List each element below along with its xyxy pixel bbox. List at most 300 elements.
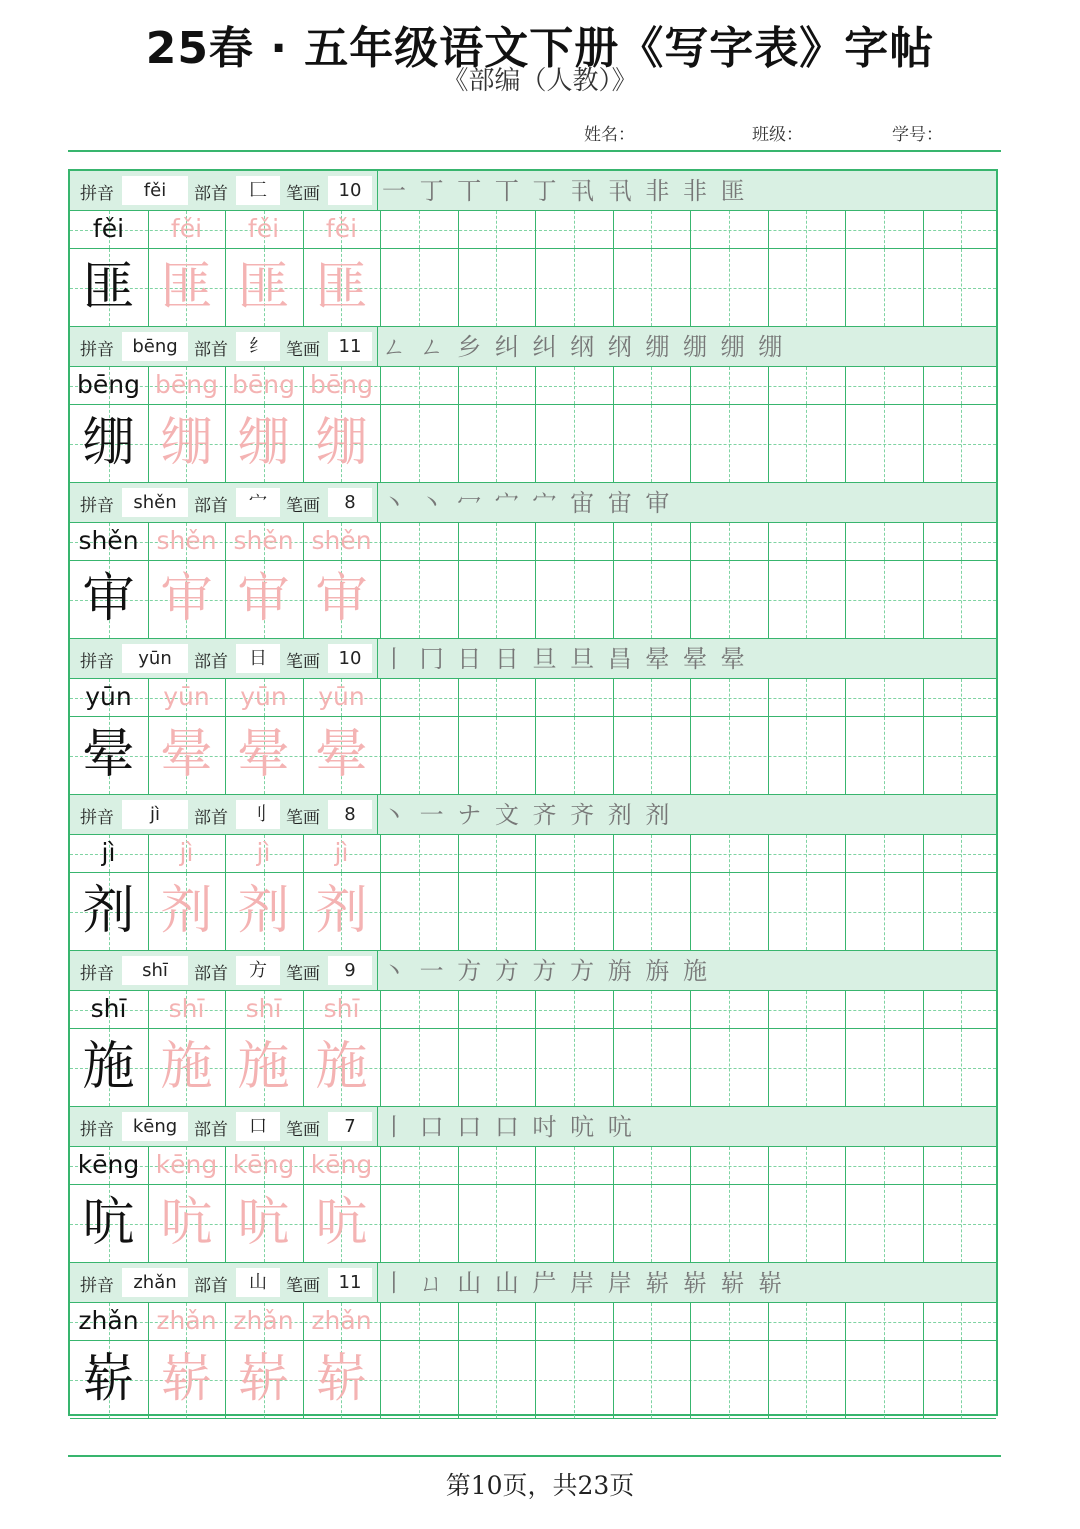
guide-line bbox=[884, 717, 885, 794]
guide-line bbox=[884, 211, 885, 248]
guide-line bbox=[419, 405, 420, 482]
page-footer: 第10页，共23页 bbox=[445, 1471, 635, 1500]
guide-line bbox=[884, 835, 885, 872]
character-trace: 崭 bbox=[315, 1349, 368, 1409]
guide-line bbox=[806, 1341, 807, 1418]
cell-border bbox=[690, 679, 691, 716]
pinyin-trace: yūn bbox=[240, 682, 287, 711]
character-info bbox=[70, 639, 378, 678]
name-label: 姓名： bbox=[584, 125, 635, 145]
pinyin-trace: zhǎn bbox=[156, 1306, 217, 1335]
guide-line bbox=[496, 211, 497, 248]
cell-border bbox=[923, 1341, 924, 1418]
cell-border bbox=[768, 1303, 769, 1340]
character-info bbox=[70, 171, 378, 210]
guide-line bbox=[961, 717, 962, 794]
cell-border bbox=[535, 835, 536, 872]
guide-line bbox=[806, 1147, 807, 1184]
guide-line bbox=[651, 873, 652, 950]
cell-border bbox=[458, 1303, 459, 1340]
cell-border bbox=[535, 561, 536, 638]
guide-line bbox=[961, 873, 962, 950]
guide-line bbox=[496, 873, 497, 950]
radical-label: 部首 bbox=[194, 1276, 228, 1296]
pinyin-trace: bēng bbox=[232, 370, 295, 399]
character-trace: 晕 bbox=[237, 725, 290, 785]
character-row bbox=[70, 1029, 996, 1107]
character-model: 吭 bbox=[82, 1193, 135, 1253]
cell-border bbox=[613, 991, 614, 1028]
cell-border bbox=[535, 405, 536, 482]
guide-line bbox=[961, 679, 962, 716]
guide-line bbox=[961, 835, 962, 872]
character-row bbox=[70, 873, 996, 951]
stroke-count-value: 9 bbox=[328, 956, 372, 985]
cell-border bbox=[923, 873, 924, 950]
guide-line bbox=[884, 249, 885, 326]
cell-border bbox=[535, 1341, 536, 1418]
guide-line bbox=[574, 1029, 575, 1106]
cell-border bbox=[690, 561, 691, 638]
character-header bbox=[70, 639, 996, 679]
character-trace: 审 bbox=[160, 569, 213, 629]
cell-border bbox=[380, 679, 381, 716]
character-info bbox=[70, 1107, 378, 1146]
pinyin-row bbox=[70, 1303, 996, 1341]
cell-border bbox=[845, 249, 846, 326]
cell-border bbox=[613, 679, 614, 716]
cell-border bbox=[613, 405, 614, 482]
guide-line bbox=[496, 1029, 497, 1106]
stroke-count-value: 10 bbox=[328, 644, 372, 673]
character-header bbox=[70, 1107, 996, 1147]
guide-line bbox=[651, 367, 652, 404]
cell-border bbox=[613, 211, 614, 248]
character-trace: 剂 bbox=[237, 881, 290, 941]
guide-line bbox=[806, 1185, 807, 1262]
guide-line bbox=[574, 1303, 575, 1340]
guide-line bbox=[961, 523, 962, 560]
cell-border bbox=[380, 523, 381, 560]
cell-border bbox=[380, 405, 381, 482]
cell-border bbox=[690, 1303, 691, 1340]
pinyin-value: fěi bbox=[122, 176, 188, 205]
guide-line bbox=[651, 1029, 652, 1106]
character-trace: 晕 bbox=[315, 725, 368, 785]
guide-line bbox=[651, 561, 652, 638]
cell-border bbox=[690, 1147, 691, 1184]
guide-line bbox=[729, 991, 730, 1028]
guide-line bbox=[806, 249, 807, 326]
cell-border bbox=[845, 991, 846, 1028]
pinyin-row bbox=[70, 991, 996, 1029]
guide-line bbox=[496, 1341, 497, 1418]
guide-line bbox=[419, 1341, 420, 1418]
guide-line bbox=[651, 991, 652, 1028]
guide-line bbox=[884, 1147, 885, 1184]
cell-border bbox=[690, 249, 691, 326]
pinyin-trace: fěi bbox=[247, 214, 280, 243]
guide-line bbox=[574, 211, 575, 248]
guide-line bbox=[729, 1185, 730, 1262]
guide-line bbox=[574, 991, 575, 1028]
cell-border bbox=[458, 367, 459, 404]
cell-border bbox=[458, 717, 459, 794]
guide-line bbox=[806, 991, 807, 1028]
cell-border bbox=[690, 835, 691, 872]
pinyin-model: shī bbox=[90, 994, 127, 1023]
character-row bbox=[70, 561, 996, 639]
strokes-label: 笔画 bbox=[286, 964, 320, 984]
cell-border bbox=[845, 873, 846, 950]
cell-border bbox=[768, 717, 769, 794]
guide-line bbox=[496, 1303, 497, 1340]
pinyin-row bbox=[70, 679, 996, 717]
radical-value: 山 bbox=[236, 1268, 280, 1297]
guide-line bbox=[806, 717, 807, 794]
guide-line bbox=[961, 1185, 962, 1262]
stroke-count-value: 10 bbox=[328, 176, 372, 205]
cell-border bbox=[845, 1029, 846, 1106]
cell-border bbox=[768, 1341, 769, 1418]
cell-border bbox=[535, 211, 536, 248]
pinyin-value: kēng bbox=[122, 1112, 188, 1141]
pinyin-row bbox=[70, 211, 996, 249]
cell-border bbox=[535, 679, 536, 716]
guide-line bbox=[961, 991, 962, 1028]
character-trace: 匪 bbox=[315, 257, 368, 317]
cell-border bbox=[535, 1185, 536, 1262]
pinyin-row bbox=[70, 1147, 996, 1185]
character-block bbox=[70, 483, 996, 639]
guide-line bbox=[729, 679, 730, 716]
guide-line bbox=[651, 523, 652, 560]
character-trace: 吭 bbox=[160, 1193, 213, 1253]
guide-line bbox=[419, 1029, 420, 1106]
stroke-count-value: 11 bbox=[328, 332, 372, 361]
guide-line bbox=[806, 1029, 807, 1106]
cell-border bbox=[535, 1303, 536, 1340]
cell-border bbox=[690, 211, 691, 248]
guide-line bbox=[574, 523, 575, 560]
guide-line bbox=[729, 561, 730, 638]
cell-border bbox=[845, 523, 846, 560]
character-trace: 匪 bbox=[160, 257, 213, 317]
guide-line bbox=[729, 211, 730, 248]
guide-line bbox=[574, 1147, 575, 1184]
character-header bbox=[70, 483, 996, 523]
cell-border bbox=[768, 211, 769, 248]
character-trace: 吭 bbox=[237, 1193, 290, 1253]
student-id-label: 学号： bbox=[892, 125, 943, 145]
cell-border bbox=[613, 367, 614, 404]
character-block bbox=[70, 1263, 996, 1419]
guide-line bbox=[806, 1303, 807, 1340]
guide-line bbox=[806, 367, 807, 404]
character-block bbox=[70, 795, 996, 951]
pinyin-trace: yūn bbox=[163, 682, 210, 711]
guide-line bbox=[574, 367, 575, 404]
character-trace: 崭 bbox=[160, 1349, 213, 1409]
character-info bbox=[70, 327, 378, 366]
pinyin-trace: shěn bbox=[311, 526, 372, 555]
guide-line bbox=[806, 873, 807, 950]
cell-border bbox=[613, 249, 614, 326]
guide-line bbox=[884, 679, 885, 716]
guide-line bbox=[651, 1185, 652, 1262]
character-trace: 绷 bbox=[237, 413, 290, 473]
pinyin-trace: shī bbox=[245, 994, 282, 1023]
cell-border bbox=[690, 873, 691, 950]
guide-line bbox=[574, 835, 575, 872]
cell-border bbox=[923, 1185, 924, 1262]
class-label: 班级： bbox=[752, 125, 803, 145]
guide-line bbox=[496, 523, 497, 560]
guide-line bbox=[419, 249, 420, 326]
guide-line bbox=[651, 405, 652, 482]
guide-line bbox=[729, 835, 730, 872]
guide-line bbox=[806, 561, 807, 638]
character-header bbox=[70, 171, 996, 211]
character-row bbox=[70, 249, 996, 327]
cell-border bbox=[458, 561, 459, 638]
guide-line bbox=[651, 249, 652, 326]
cell-border bbox=[845, 405, 846, 482]
guide-line bbox=[574, 873, 575, 950]
character-header bbox=[70, 327, 996, 367]
radical-label: 部首 bbox=[194, 964, 228, 984]
cell-border bbox=[845, 679, 846, 716]
guide-line bbox=[574, 561, 575, 638]
radical-label: 部首 bbox=[194, 652, 228, 672]
strokes-label: 笔画 bbox=[286, 808, 320, 828]
cell-border bbox=[923, 367, 924, 404]
cell-border bbox=[845, 835, 846, 872]
cell-border bbox=[458, 1029, 459, 1106]
cell-border bbox=[458, 873, 459, 950]
pinyin-row bbox=[70, 523, 996, 561]
guide-line bbox=[729, 1147, 730, 1184]
pinyin-value: bēng bbox=[122, 332, 188, 361]
character-header bbox=[70, 951, 996, 991]
cell-border bbox=[458, 679, 459, 716]
cell-border bbox=[845, 561, 846, 638]
character-row bbox=[70, 1341, 996, 1419]
guide-line bbox=[651, 1341, 652, 1418]
guide-line bbox=[651, 1303, 652, 1340]
guide-line bbox=[884, 1185, 885, 1262]
character-block bbox=[70, 171, 996, 327]
character-info bbox=[70, 1263, 378, 1302]
cell-border bbox=[768, 249, 769, 326]
guide-line bbox=[496, 991, 497, 1028]
guide-line bbox=[884, 1341, 885, 1418]
stroke-count-value: 7 bbox=[328, 1112, 372, 1141]
guide-line bbox=[496, 679, 497, 716]
character-model: 晕 bbox=[82, 725, 135, 785]
strokes-label: 笔画 bbox=[286, 496, 320, 516]
character-model: 崭 bbox=[82, 1349, 135, 1409]
cell-border bbox=[923, 835, 924, 872]
guide-line bbox=[651, 717, 652, 794]
stroke-order: 丶 丶 冖 宀 宀 宙 宙 审 bbox=[382, 489, 673, 517]
cell-border bbox=[923, 1147, 924, 1184]
pinyin-trace: jì bbox=[256, 838, 271, 867]
pinyin-trace: shěn bbox=[156, 526, 217, 555]
cell-border bbox=[613, 717, 614, 794]
guide-line bbox=[961, 1341, 962, 1418]
cell-border bbox=[923, 561, 924, 638]
guide-line bbox=[496, 717, 497, 794]
radical-label: 部首 bbox=[194, 1120, 228, 1140]
stroke-order: 丨 ㄩ 山 山 屵 岸 岸 崭 崭 崭 崭 bbox=[382, 1269, 786, 1297]
radical-value: 匚 bbox=[236, 176, 280, 205]
cell-border bbox=[613, 523, 614, 560]
cell-border bbox=[535, 1147, 536, 1184]
stroke-order: ㄥ ㄥ 乡 纠 纠 纲 纲 绷 绷 绷 绷 bbox=[382, 333, 786, 361]
guide-line bbox=[496, 367, 497, 404]
cell-border bbox=[768, 835, 769, 872]
pinyin-model: kēng bbox=[77, 1150, 140, 1179]
guide-line bbox=[574, 1341, 575, 1418]
cell-border bbox=[613, 873, 614, 950]
cell-border bbox=[690, 367, 691, 404]
pinyin-value: shī bbox=[122, 956, 188, 985]
cell-border bbox=[380, 1303, 381, 1340]
cell-border bbox=[768, 523, 769, 560]
page-title: 25春 · 五年级语文下册《写字表》字帖 bbox=[145, 23, 935, 74]
cell-border bbox=[768, 873, 769, 950]
character-block bbox=[70, 1107, 996, 1263]
cell-border bbox=[380, 835, 381, 872]
cell-border bbox=[845, 717, 846, 794]
guide-line bbox=[496, 835, 497, 872]
guide-line bbox=[961, 561, 962, 638]
guide-line bbox=[729, 405, 730, 482]
cell-border bbox=[613, 1029, 614, 1106]
pinyin-trace: shī bbox=[323, 994, 360, 1023]
cell-border bbox=[458, 835, 459, 872]
pinyin-trace: fěi bbox=[325, 214, 358, 243]
stroke-order: 丶 一 方 方 方 方 旃 旃 施 bbox=[382, 957, 711, 985]
pinyin-label: 拼音 bbox=[80, 1120, 114, 1140]
character-model: 审 bbox=[82, 569, 135, 629]
cell-border bbox=[923, 523, 924, 560]
strokes-label: 笔画 bbox=[286, 1120, 320, 1140]
cell-border bbox=[845, 1185, 846, 1262]
guide-line bbox=[884, 367, 885, 404]
guide-line bbox=[419, 561, 420, 638]
character-row bbox=[70, 1185, 996, 1263]
guide-line bbox=[884, 873, 885, 950]
pinyin-trace: yūn bbox=[318, 682, 365, 711]
cell-border bbox=[380, 717, 381, 794]
guide-line bbox=[651, 1147, 652, 1184]
cell-border bbox=[690, 405, 691, 482]
guide-line bbox=[419, 717, 420, 794]
cell-border bbox=[923, 1029, 924, 1106]
cell-border bbox=[845, 1341, 846, 1418]
strokes-label: 笔画 bbox=[286, 340, 320, 360]
character-header bbox=[70, 795, 996, 835]
cell-border bbox=[845, 211, 846, 248]
cell-border bbox=[535, 991, 536, 1028]
cell-border bbox=[768, 1029, 769, 1106]
cell-border bbox=[923, 991, 924, 1028]
guide-line bbox=[419, 523, 420, 560]
pinyin-trace: bēng bbox=[310, 370, 373, 399]
cell-border bbox=[613, 1303, 614, 1340]
cell-border bbox=[613, 561, 614, 638]
character-model: 匪 bbox=[82, 257, 135, 317]
strokes-label: 笔画 bbox=[286, 652, 320, 672]
radical-value: 纟 bbox=[236, 332, 280, 361]
cell-border bbox=[380, 561, 381, 638]
pinyin-model: jì bbox=[101, 838, 116, 867]
stroke-order: 一 丁 丅 丅 丁 丮 丮 非 非 匪 bbox=[382, 177, 748, 205]
cell-border bbox=[535, 523, 536, 560]
cell-border bbox=[768, 1147, 769, 1184]
character-info bbox=[70, 795, 378, 834]
guide-line bbox=[884, 523, 885, 560]
character-info bbox=[70, 951, 378, 990]
top-rule bbox=[68, 150, 1001, 152]
character-header bbox=[70, 1263, 996, 1303]
character-block bbox=[70, 639, 996, 795]
guide-line bbox=[496, 249, 497, 326]
cell-border bbox=[380, 1029, 381, 1106]
guide-line bbox=[806, 679, 807, 716]
guide-line bbox=[419, 991, 420, 1028]
guide-line bbox=[419, 211, 420, 248]
guide-line bbox=[884, 1029, 885, 1106]
pinyin-row bbox=[70, 835, 996, 873]
character-trace: 施 bbox=[160, 1037, 213, 1097]
radical-value: 刂 bbox=[236, 800, 280, 829]
stroke-order: 丶 一 ナ 文 齐 齐 剂 剂 bbox=[382, 801, 673, 829]
pinyin-label: 拼音 bbox=[80, 1276, 114, 1296]
pinyin-trace: kēng bbox=[310, 1150, 373, 1179]
pinyin-trace: shěn bbox=[233, 526, 294, 555]
strokes-label: 笔画 bbox=[286, 184, 320, 204]
cell-border bbox=[535, 717, 536, 794]
cell-border bbox=[923, 679, 924, 716]
cell-border bbox=[768, 561, 769, 638]
cell-border bbox=[535, 873, 536, 950]
pinyin-label: 拼音 bbox=[80, 340, 114, 360]
character-row bbox=[70, 405, 996, 483]
cell-border bbox=[458, 249, 459, 326]
pinyin-value: yūn bbox=[122, 644, 188, 673]
cell-border bbox=[768, 405, 769, 482]
guide-line bbox=[574, 249, 575, 326]
guide-line bbox=[884, 991, 885, 1028]
guide-line bbox=[419, 1147, 420, 1184]
cell-border bbox=[845, 1147, 846, 1184]
pinyin-model: bēng bbox=[77, 370, 140, 399]
cell-border bbox=[380, 873, 381, 950]
cell-border bbox=[458, 1185, 459, 1262]
radical-value: 日 bbox=[236, 644, 280, 673]
pinyin-trace: jì bbox=[334, 838, 349, 867]
guide-line bbox=[496, 1185, 497, 1262]
radical-value: 方 bbox=[236, 956, 280, 985]
guide-line bbox=[729, 873, 730, 950]
cell-border bbox=[458, 1341, 459, 1418]
cell-border bbox=[768, 1185, 769, 1262]
pinyin-label: 拼音 bbox=[80, 964, 114, 984]
character-trace: 晕 bbox=[160, 725, 213, 785]
